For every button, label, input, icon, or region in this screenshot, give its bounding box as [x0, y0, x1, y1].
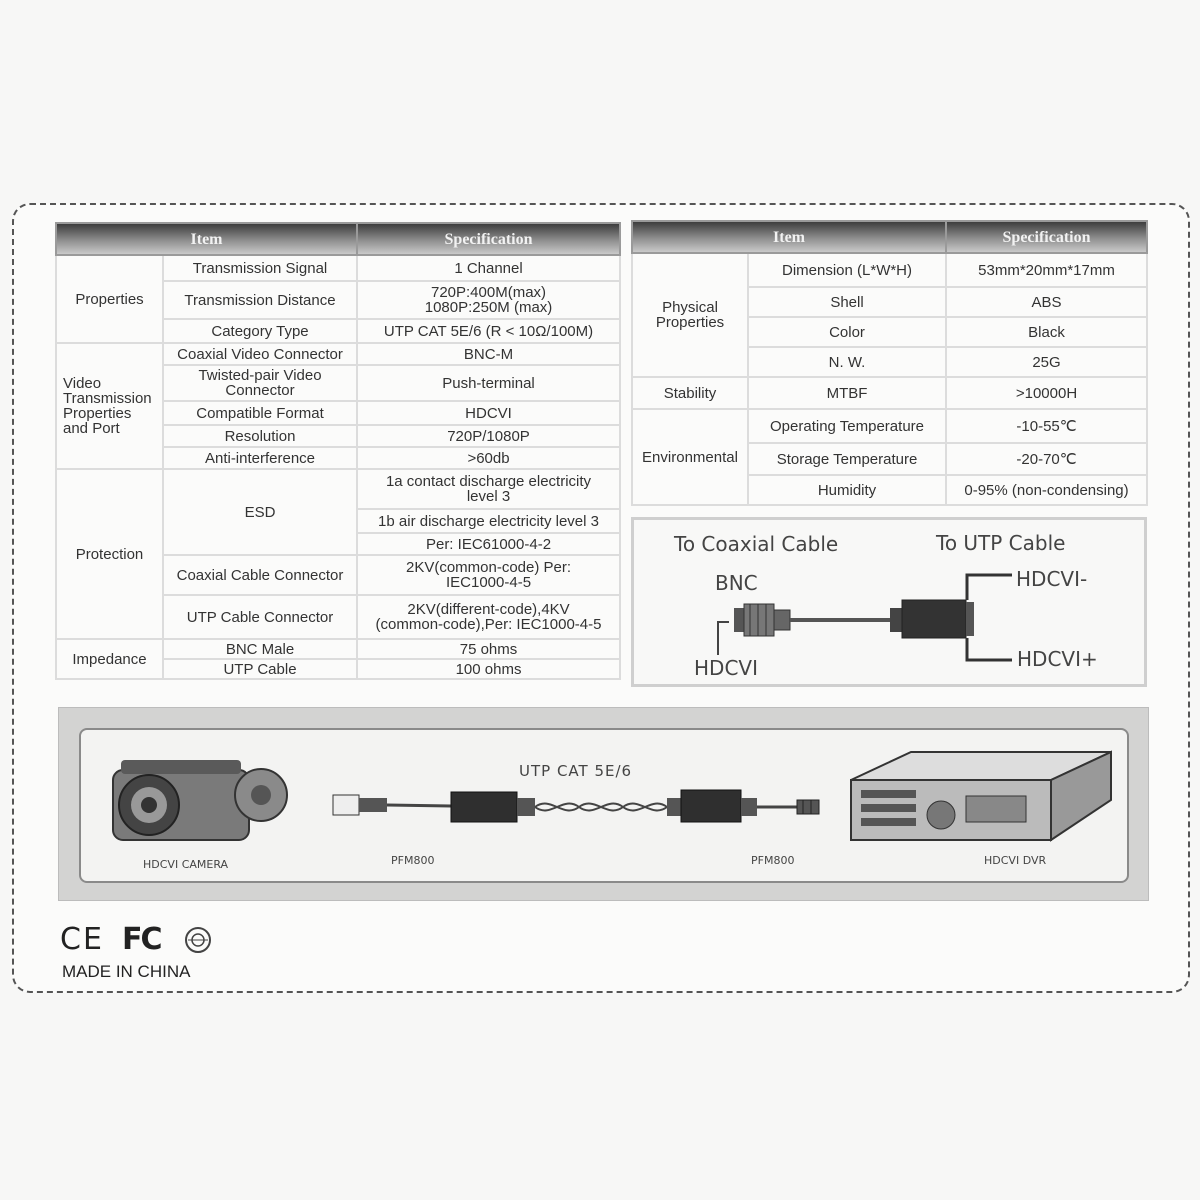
- item-line: Twisted-pair Video: [198, 367, 322, 384]
- spec-cell: 0-95% (non-condensing): [946, 475, 1147, 505]
- item-cell: BNC Male: [163, 639, 357, 659]
- spec-cell: Black: [946, 317, 1147, 347]
- connection-diagram-inner: [79, 728, 1129, 883]
- dvr-icon: [851, 752, 1111, 840]
- spec-cell: -10-55℃: [946, 409, 1147, 443]
- hdcvi-minus-label: HDCVI-: [1016, 567, 1088, 591]
- rohs-icon: [183, 925, 213, 955]
- table-row: [56, 469, 620, 509]
- item-cell: Humidity: [748, 475, 946, 505]
- item-cell: Color: [748, 317, 946, 347]
- pfm-right-label: PFM800: [751, 854, 795, 867]
- connection-diagram: [58, 707, 1149, 901]
- spec-line: (common-code),Per: IEC1000-4-5: [375, 616, 602, 633]
- spec-cell: [357, 555, 620, 595]
- table-row: [56, 639, 620, 659]
- ce-mark: CE: [60, 922, 104, 957]
- camera-label: HDCVI CAMERA: [143, 858, 229, 871]
- item-cell: Coaxial Cable Connector: [163, 555, 357, 595]
- table-row: [632, 409, 1147, 443]
- item-cell: Resolution: [163, 425, 357, 447]
- spec-cell: 75 ohms: [357, 639, 620, 659]
- item-cell: UTP Cable: [163, 659, 357, 679]
- pfm-left-label: PFM800: [391, 854, 435, 867]
- bnc-connector-icon: [734, 604, 790, 636]
- item-cell: Compatible Format: [163, 401, 357, 425]
- spec-cell: ABS: [946, 287, 1147, 317]
- spec-line: IEC1000-4-5: [445, 574, 532, 591]
- spec-line: 2KV(common-code) Per:: [405, 559, 572, 576]
- group-line: Physical: [662, 299, 718, 316]
- group-line: Properties: [655, 314, 725, 331]
- spec-cell: >10000H: [946, 377, 1147, 409]
- spec-cell: 720P/1080P: [357, 425, 620, 447]
- spec-cell: -20-70℃: [946, 443, 1147, 475]
- rj45-plug-icon: [333, 795, 387, 815]
- dvr-label: HDCVI DVR: [984, 854, 1047, 867]
- group-line: Properties: [63, 405, 132, 422]
- spec-cell: 25G: [946, 347, 1147, 377]
- header-specification: Specification: [946, 221, 1147, 253]
- spec-table-left: [55, 222, 621, 680]
- spec-line: level 3: [466, 488, 511, 505]
- header-specification: Specification: [357, 223, 620, 255]
- item-cell: Anti-interference: [163, 447, 357, 469]
- group-line: Video: [63, 375, 102, 392]
- spec-table-right: [631, 220, 1148, 506]
- made-in-china-label: MADE IN CHINA: [62, 962, 191, 981]
- table-header-row: [56, 223, 620, 255]
- spec-cell: UTP CAT 5E/6 (R < 10Ω/100M): [357, 319, 620, 343]
- item-cell: [163, 365, 357, 401]
- bnc-plug-icon: [797, 800, 819, 814]
- item-cell-esd: ESD: [163, 469, 357, 555]
- item-cell: Category Type: [163, 319, 357, 343]
- spec-cell: 53mm*20mm*17mm: [946, 253, 1147, 287]
- table-row: [56, 343, 620, 365]
- spec-cell: BNC-M: [357, 343, 620, 365]
- camera-icon: [113, 760, 287, 840]
- balun-left-icon: [451, 792, 535, 822]
- table-row: [56, 255, 620, 281]
- hdcvi-plus-label: HDCVI+: [1017, 647, 1098, 671]
- spec-cell: [357, 281, 620, 319]
- to-utp-label: To UTP Cable: [936, 531, 1066, 555]
- spec-cell: Per: IEC61000-4-2: [357, 533, 620, 555]
- group-line: Transmission: [63, 390, 152, 407]
- spec-cell: [357, 469, 620, 509]
- item-line: Connector: [225, 382, 295, 399]
- table-row: [632, 377, 1147, 409]
- group-physical-properties: [632, 253, 748, 377]
- spec-cell: 1b air discharge electricity level 3: [357, 509, 620, 533]
- item-cell: Transmission Distance: [163, 281, 357, 319]
- item-cell: Transmission Signal: [163, 255, 357, 281]
- header-item: Item: [56, 223, 357, 255]
- balun-icon: [890, 600, 974, 638]
- item-cell: Operating Temperature: [748, 409, 946, 443]
- spec-line: 720P:400M(max): [430, 284, 547, 301]
- group-properties: Properties: [56, 255, 163, 343]
- spec-line: 1080P:250M (max): [424, 299, 553, 316]
- table-row: [632, 253, 1147, 287]
- item-cell: Storage Temperature: [748, 443, 946, 475]
- spec-cell: >60db: [357, 447, 620, 469]
- spec-cell: Push-terminal: [357, 365, 620, 401]
- fcc-mark: FC: [122, 922, 161, 957]
- bnc-label: BNC: [715, 571, 758, 595]
- group-environmental: Environmental: [632, 409, 748, 505]
- balun-drawing: [634, 520, 1144, 684]
- spec-cell: 100 ohms: [357, 659, 620, 679]
- table-header-row: [632, 221, 1147, 253]
- spec-cell: HDCVI: [357, 401, 620, 425]
- item-cell: MTBF: [748, 377, 946, 409]
- item-cell: UTP Cable Connector: [163, 595, 357, 639]
- group-protection: Protection: [56, 469, 163, 639]
- utp-cable-label: UTP CAT 5E/6: [519, 762, 633, 780]
- item-cell: N. W.: [748, 347, 946, 377]
- connection-drawing: [81, 730, 1127, 881]
- item-cell: Coaxial Video Connector: [163, 343, 357, 365]
- balun-right-icon: [667, 790, 757, 822]
- to-coaxial-label: To Coaxial Cable: [674, 532, 839, 556]
- header-item: Item: [632, 221, 946, 253]
- spec-cell: 1 Channel: [357, 255, 620, 281]
- group-line: and Port: [63, 420, 120, 437]
- spec-line: 1a contact discharge electricity: [385, 473, 592, 490]
- wiring-diagram: [631, 517, 1147, 687]
- hdcvi-input-label: HDCVI: [694, 656, 758, 680]
- spec-cell: [357, 595, 620, 639]
- item-cell: Dimension (L*W*H): [748, 253, 946, 287]
- group-impedance: Impedance: [56, 639, 163, 679]
- group-stability: Stability: [632, 377, 748, 409]
- spec-line: 2KV(different-code),4KV: [407, 601, 570, 618]
- group-video-transmission: [56, 343, 163, 469]
- item-cell: Shell: [748, 287, 946, 317]
